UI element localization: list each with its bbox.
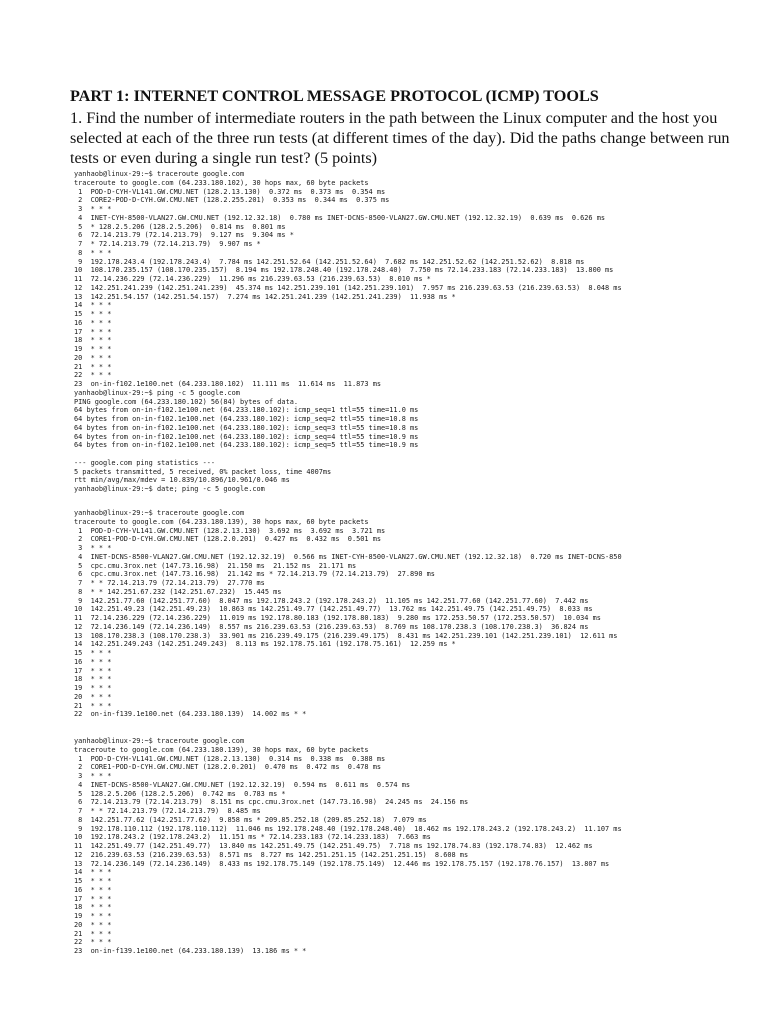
terminal-line: 64 bytes from on-in-f102.1e100.net (64.233.180.102): icmp_seq=2 ttl=55 time=10.8 ms	[74, 415, 419, 423]
terminal-line: 23 on-in-f102.1e100.net (64.233.180.102) 11.111 ms 11.614 ms 11.873 ms	[74, 380, 381, 388]
terminal-line: traceroute to google.com (64.233.180.139), 30 hops max, 60 byte packets	[74, 745, 369, 754]
terminal-line: 4 INET-DCNS-8500-VLAN27.GW.CMU.NET (192.12.32.19) 0.594 ms 0.611 ms 0.574 ms	[74, 780, 411, 789]
terminal-line: 5 cpc.cmu.3rox.net (147.73.16.98) 21.150 ms 21.152 ms 21.171 ms	[74, 561, 357, 570]
terminal-line: traceroute to google.com (64.233.180.102), 30 hops max, 60 byte packets	[74, 178, 369, 187]
terminal-line: PING google.com (64.233.180.102) 56(84) bytes of data.	[74, 397, 299, 406]
terminal-line: 6 72.14.213.79 (72.14.213.79) 9.127 ms 9.304 ms *	[74, 231, 294, 240]
terminal-line: 16 * * *	[74, 885, 112, 894]
terminal-line: 14 142.251.249.243 (142.251.249.243) 8.113 ms 192.178.75.161 (192.178.75.161) 12.259 ms *	[74, 640, 456, 649]
terminal-line: 7 * 72.14.213.79 (72.14.213.79) 9.907 ms *	[74, 240, 261, 248]
terminal-line: 10 142.251.49.23 (142.251.49.23) 10.863 ms 142.251.49.77 (142.251.49.77) 13.762 ms 142.251.49.75 (142.251.49.75) 8.033 ms	[74, 605, 593, 614]
terminal-line: 19 * * *	[74, 912, 112, 920]
terminal-line: yanhaob@linux-29:~$ date; ping -c 5 google.com	[74, 485, 265, 493]
terminal-line: 5 packets transmitted, 5 received, 0% packet loss, time 4007ms	[74, 467, 332, 476]
terminal-line: 17 * * *	[74, 894, 112, 903]
terminal-line: 19 * * *	[74, 684, 112, 692]
terminal-line: 7 * * 72.14.213.79 (72.14.213.79) 8.485 ms	[74, 807, 261, 815]
terminal-line: 22 on-in-f139.1e100.net (64.233.180.139) 14.002 ms * *	[74, 710, 307, 719]
terminal-line: 21 * * *	[74, 929, 112, 938]
terminal-line: 18 * * *	[74, 903, 112, 912]
terminal-line: 3 * * *	[74, 772, 112, 780]
terminal-line: 10 108.170.235.157 (108.170.235.157) 8.194 ms 192.178.248.40 (192.178.248.40) 7.750 ms 72.14.233.183 (72.14.233.183) 13.800 ms	[74, 266, 614, 275]
terminal-line: 20 * * *	[74, 920, 112, 929]
terminal-line: 20 * * *	[74, 692, 112, 701]
terminal-line: 17 * * *	[74, 666, 112, 675]
terminal-line: 12 142.251.241.239 (142.251.241.239) 45.374 ms 142.251.239.101 (142.251.239.101) 7.957 ms 216.239.63.53 (216.239.63.53) 8.048 ms	[74, 283, 622, 292]
terminal-line: 15 * * *	[74, 877, 112, 885]
terminal-line: 12 72.14.236.149 (72.14.236.149) 8.557 ms 216.239.63.53 (216.239.63.53) 8.769 ms 108.170.238.3 (108.170.238.3) 36.824 ms	[74, 622, 589, 631]
terminal-line: 5 128.2.5.206 (128.2.5.206) 0.742 ms 0.783 ms *	[74, 789, 286, 798]
terminal-output-run-1	[74, 170, 704, 494]
terminal-output-run-2	[74, 509, 704, 719]
terminal-line: 1 POD-D-CYH-VL141.GW.CMU.NET (128.2.13.130) 0.314 ms 0.338 ms 0.388 ms	[74, 754, 386, 763]
terminal-line: yanhaob@linux-29:~$ ping -c 5 google.com	[74, 388, 240, 397]
terminal-line: yanhaob@linux-29:~$ traceroute google.com	[74, 170, 245, 178]
terminal-line	[74, 450, 704, 459]
terminal-line: traceroute to google.com (64.233.180.139), 30 hops max, 60 byte packets	[74, 517, 369, 526]
terminal-line: 11 142.251.49.77 (142.251.49.77) 13.840 ms 142.251.49.75 (142.251.49.75) 7.718 ms 192.178.74.83 (192.178.74.83) 12.462 ms	[74, 842, 593, 850]
terminal-line: 3 * * *	[74, 544, 112, 552]
terminal-line: 9 192.178.110.112 (192.178.110.112) 11.046 ms 192.178.248.40 (192.178.248.40) 18.462 ms 192.178.243.2 (192.178.243.2) 11.107 ms	[74, 824, 622, 833]
terminal-line: 2 CORE1-POD-D-CYH.GW.CMU.NET (128.2.0.201) 0.427 ms 0.432 ms 0.501 ms	[74, 535, 381, 544]
terminal-line: 6 cpc.cmu.3rox.net (147.73.16.98) 21.142 ms * 72.14.213.79 (72.14.213.79) 27.890 ms	[74, 570, 435, 579]
terminal-line: 21 * * *	[74, 362, 112, 371]
terminal-line: 10 192.178.243.2 (192.178.243.2) 11.151 ms * 72.14.233.183 (72.14.233.183) 7.663 ms	[74, 833, 431, 842]
terminal-line: 9 142.251.77.60 (142.251.77.60) 8.047 ms 192.178.243.2 (192.178.243.2) 11.105 ms 142.251.77.60 (142.251.77.60) 7.442 ms	[74, 596, 589, 605]
terminal-line: --- google.com ping statistics ---	[74, 458, 216, 467]
terminal-line: 8 142.251.77.62 (142.251.77.62) 9.858 ms * 209.85.252.18 (209.85.252.18) 7.079 ms	[74, 815, 427, 824]
terminal-line: 8 * * *	[74, 248, 112, 257]
terminal-line: 1 POD-D-CYH-VL141.GW.CMU.NET (128.2.13.130) 0.372 ms 0.373 ms 0.354 ms	[74, 187, 386, 196]
terminal-line: 6 72.14.213.79 (72.14.213.79) 8.151 ms cpc.cmu.3rox.net (147.73.16.98) 24.245 ms 24.156 ms	[74, 798, 469, 807]
terminal-line: 19 * * *	[74, 345, 112, 353]
terminal-line: 16 * * *	[74, 318, 112, 327]
terminal-line: 23 on-in-f139.1e100.net (64.233.180.139) 13.186 ms * *	[74, 947, 307, 955]
terminal-line: 1 POD-D-CYH-VL141.GW.CMU.NET (128.2.13.130) 3.692 ms 3.692 ms 3.721 ms	[74, 526, 386, 535]
section-heading: PART 1: INTERNET CONTROL MESSAGE PROTOCOL (ICMP) TOOLS	[70, 87, 599, 105]
terminal-line: yanhaob@linux-29:~$ traceroute google.com	[74, 509, 245, 517]
terminal-output-run-3	[74, 737, 704, 956]
terminal-line: rtt min/avg/max/mdev = 10.839/10.896/10.961/0.046 ms	[74, 476, 290, 485]
terminal-line: 13 108.170.238.3 (108.170.238.3) 33.901 ms 216.239.49.175 (216.239.49.175) 8.431 ms 142.251.239.101 (142.251.239.101) 12.611 ms	[74, 631, 618, 640]
terminal-line: 2 CORE2-POD-D-CYH.GW.CMU.NET (128.2.255.201) 0.353 ms 0.344 ms 0.375 ms	[74, 196, 390, 205]
terminal-line: 15 * * *	[74, 310, 112, 318]
terminal-line: 22 * * *	[74, 371, 112, 380]
terminal-line: 4 INET-DCNS-8500-VLAN27.GW.CMU.NET (192.12.32.19) 0.566 ms INET-CYH-8500-VLAN27.GW.CMU.NET (192.12.32.18) 0.720 ms INET-DCNS-850	[74, 552, 622, 561]
terminal-line: 8 * * 142.251.67.232 (142.251.67.232) 15.445 ms	[74, 587, 282, 596]
terminal-line: 16 * * *	[74, 657, 112, 666]
terminal-line: yanhaob@linux-29:~$ traceroute google.com	[74, 737, 245, 745]
terminal-line: 4 INET-CYH-8500-VLAN27.GW.CMU.NET (192.12.32.18) 0.780 ms INET-DCNS-8500-VLAN27.GW.CMU.NET (192.12.32.19) 0.639 ms 0.626 ms	[74, 213, 606, 222]
terminal-line: 13 72.14.236.149 (72.14.236.149) 8.433 ms 192.178.75.149 (192.178.75.149) 12.446 ms 192.178.75.157 (192.178.76.157) 13.807 ms	[74, 859, 610, 868]
terminal-line: 21 * * *	[74, 701, 112, 710]
terminal-line: 15 * * *	[74, 649, 112, 657]
terminal-line: 64 bytes from on-in-f102.1e100.net (64.233.180.102): icmp_seq=1 ttl=55 time=11.0 ms	[74, 406, 419, 415]
terminal-line: 22 * * *	[74, 938, 112, 947]
terminal-line: 17 * * *	[74, 327, 112, 336]
terminal-line: 11 72.14.236.229 (72.14.236.229) 11.019 ms 192.178.80.183 (192.178.80.183) 9.280 ms 172.253.50.57 (172.253.50.57) 10.034 ms	[74, 614, 601, 622]
terminal-line: 18 * * *	[74, 336, 112, 345]
terminal-line: 7 * * 72.14.213.79 (72.14.213.79) 27.770 ms	[74, 579, 265, 587]
terminal-line: 3 * * *	[74, 205, 112, 213]
terminal-line: 9 192.178.243.4 (192.178.243.4) 7.784 ms 142.251.52.64 (142.251.52.64) 7.682 ms 142.251.52.62 (142.251.52.62) 8.818 ms	[74, 257, 585, 266]
terminal-line: 2 CORE1-POD-D-CYH.GW.CMU.NET (128.2.0.201) 0.470 ms 0.472 ms 0.478 ms	[74, 763, 381, 772]
terminal-line: 13 142.251.54.157 (142.251.54.157) 7.274 ms 142.251.241.239 (142.251.241.239) 11.938 ms *	[74, 292, 456, 301]
terminal-line: 11 72.14.236.229 (72.14.236.229) 11.296 ms 216.239.63.53 (216.239.63.53) 8.010 ms *	[74, 275, 431, 283]
terminal-line: 64 bytes from on-in-f102.1e100.net (64.233.180.102): icmp_seq=3 ttl=55 time=10.8 ms	[74, 423, 419, 432]
terminal-line: 64 bytes from on-in-f102.1e100.net (64.233.180.102): icmp_seq=4 ttl=55 time=10.9 ms	[74, 432, 419, 441]
terminal-line: 5 * 128.2.5.206 (128.2.5.206) 0.814 ms 0.801 ms	[74, 222, 286, 231]
terminal-line: 64 bytes from on-in-f102.1e100.net (64.233.180.102): icmp_seq=5 ttl=55 time=10.9 ms	[74, 441, 419, 450]
terminal-line: 14 * * *	[74, 301, 112, 310]
question-text: 1. Find the number of intermediate routers in the path between the Linux computer and the host you selected at each of the three run tests (at different times of the day). Did the paths change between run tests or even during a single run test? (5 points)	[70, 109, 730, 167]
terminal-line: 20 * * *	[74, 353, 112, 362]
terminal-line: 14 * * *	[74, 868, 112, 877]
terminal-line: 18 * * *	[74, 675, 112, 684]
terminal-line: 12 216.239.63.53 (216.239.63.53) 8.571 ms 8.727 ms 142.251.251.15 (142.251.251.15) 8.608 ms	[74, 850, 469, 859]
